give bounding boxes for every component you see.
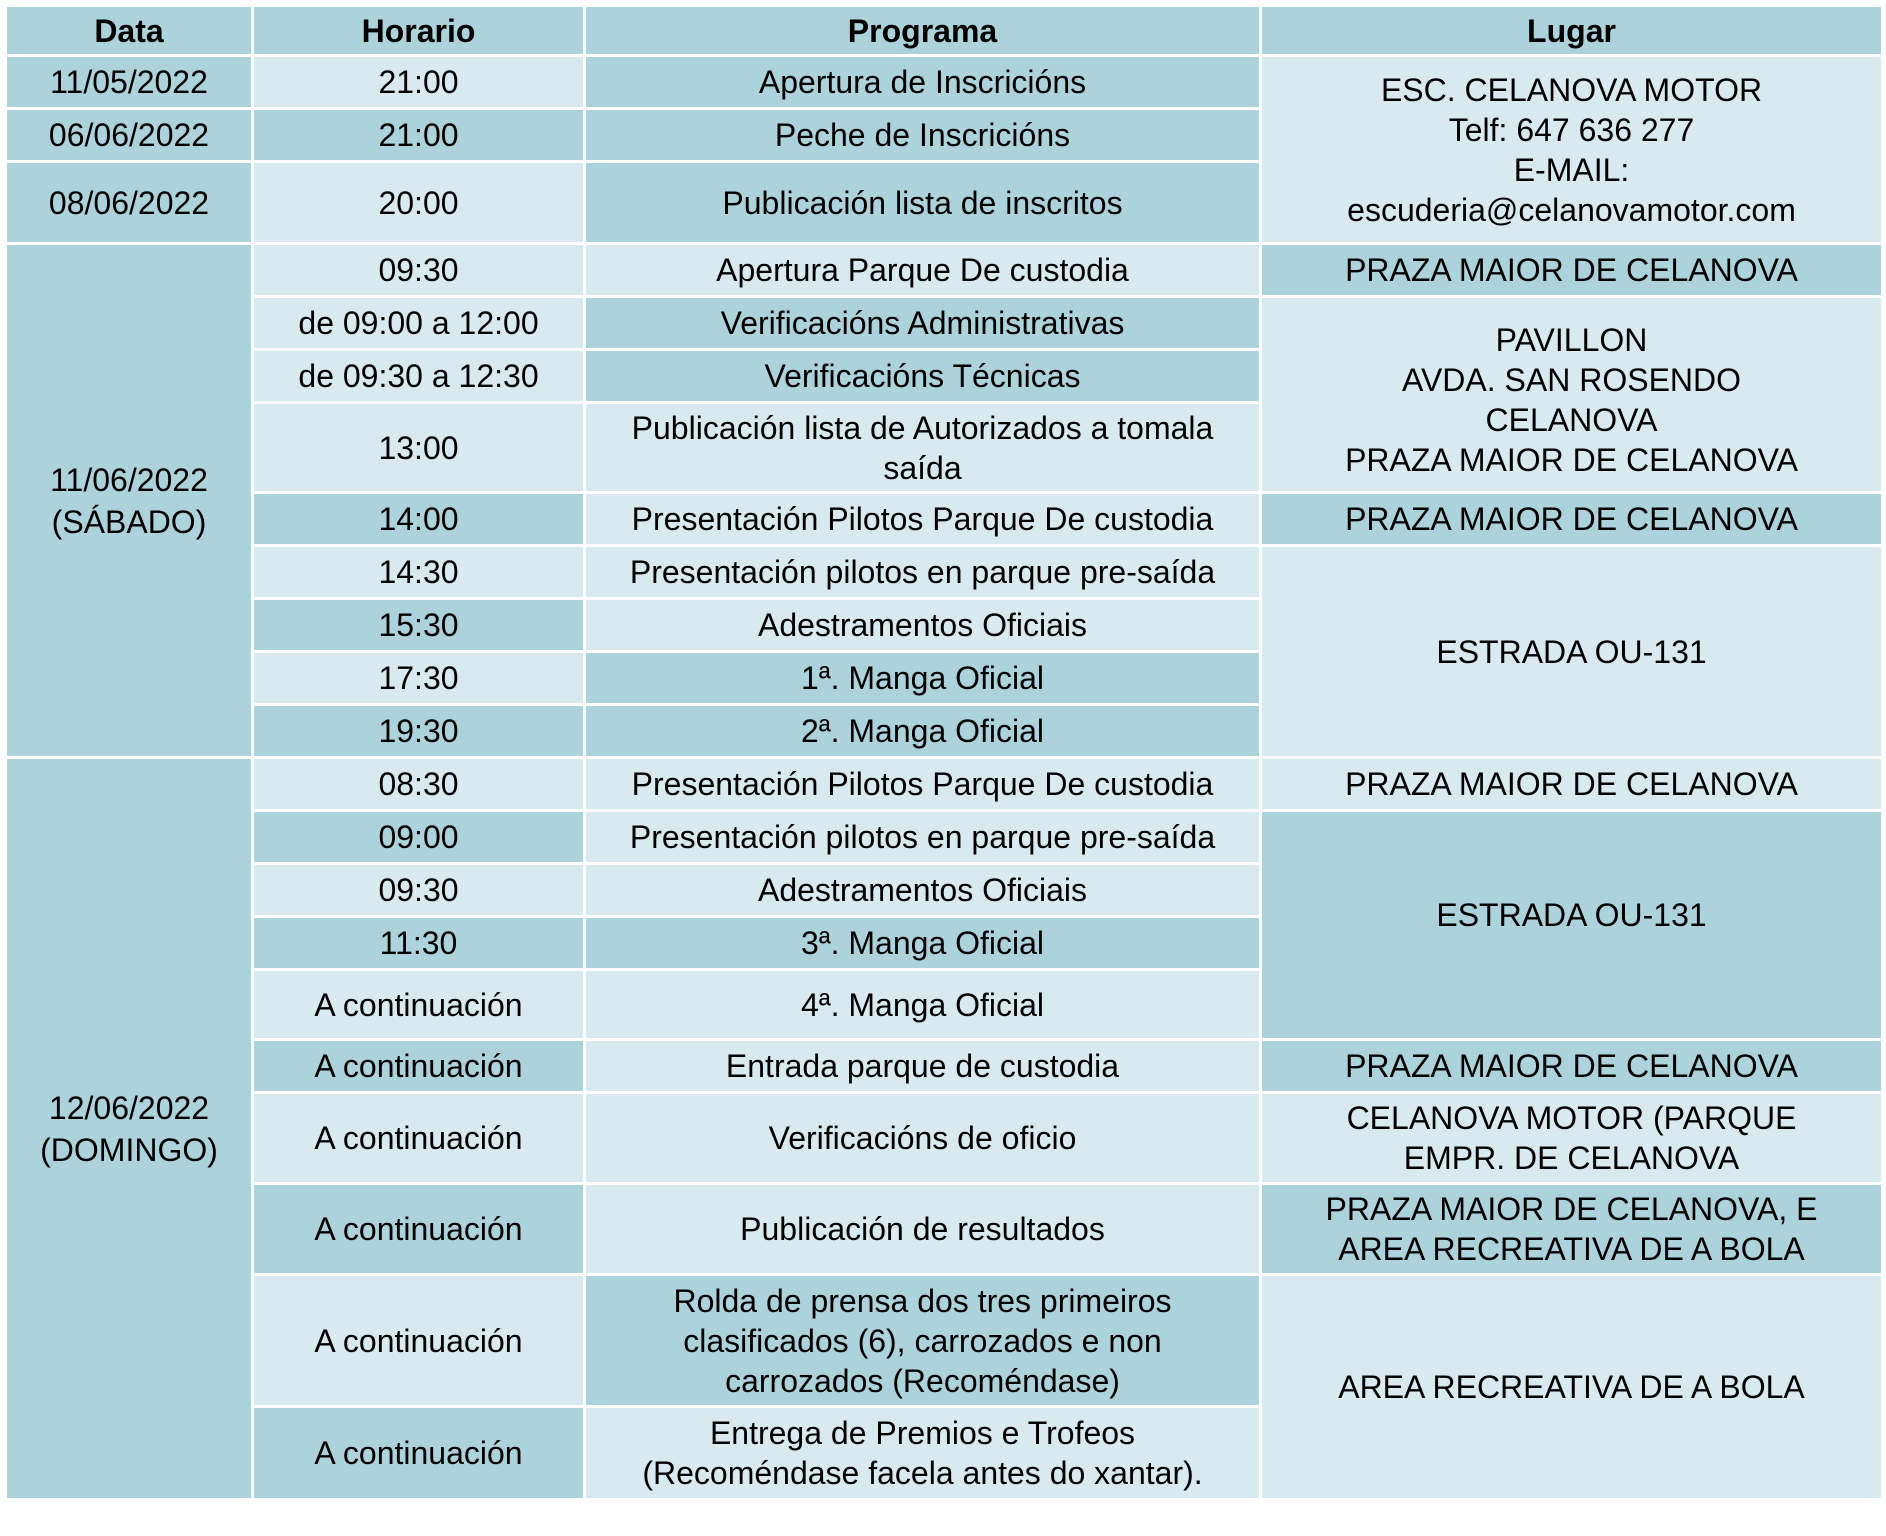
- program-cell: Presentación Pilotos Parque De custodia: [586, 494, 1259, 544]
- date-line: 12/06/2022: [48, 1089, 210, 1126]
- program-cell: [586, 1408, 1259, 1498]
- place-cell: PRAZA MAIOR DE CELANOVA: [1262, 494, 1881, 544]
- program-cell: Adestramentos Oficiais: [586, 865, 1259, 915]
- date-cell: 11/05/2022: [7, 57, 251, 107]
- time-cell: 14:30: [254, 547, 583, 597]
- date-line: (DOMINGO): [40, 1131, 218, 1168]
- program-line: saída: [883, 449, 962, 486]
- place-cell: PRAZA MAIOR DE CELANOVA: [1262, 245, 1881, 295]
- place-line: AVDA. SAN ROSENDO: [1401, 361, 1742, 398]
- program-line: carrozados (Recoméndase): [725, 1362, 1120, 1399]
- date-cell-saturday: [7, 245, 251, 756]
- table-header-row: [7, 7, 1881, 54]
- program-cell: Presentación pilotos en parque pre-saída: [586, 547, 1259, 597]
- time-cell: 09:30: [254, 245, 583, 295]
- place-cell-estrada: ESTRADA OU-131: [1262, 547, 1881, 756]
- program-cell: Apertura de Inscricións: [586, 57, 1259, 107]
- time-cell: 19:30: [254, 706, 583, 756]
- table-row: [7, 1276, 1881, 1405]
- place-cell-area-bola: AREA RECREATIVA DE A BOLA: [1262, 1276, 1881, 1498]
- time-cell: 11:30: [254, 918, 583, 968]
- program-cell: 4ª. Manga Oficial: [586, 971, 1259, 1038]
- time-cell: 21:00: [254, 57, 583, 107]
- date-line: (SÁBADO): [51, 503, 207, 540]
- program-cell: Publicación lista de inscritos: [586, 163, 1259, 242]
- time-cell: A continuación: [254, 1276, 583, 1405]
- time-cell: A continuación: [254, 1408, 583, 1498]
- program-cell: Entrada parque de custodia: [586, 1041, 1259, 1091]
- program-line: Publicación lista de Autorizados a tomala: [631, 409, 1214, 446]
- header-data: Data: [7, 7, 251, 54]
- time-cell: 14:00: [254, 494, 583, 544]
- program-line: Entrega de Premios e Trofeos: [709, 1415, 1136, 1451]
- program-cell: Verificacións Administrativas: [586, 298, 1259, 348]
- place-cell-estrada: ESTRADA OU-131: [1262, 812, 1881, 1038]
- place-cell-pavillon: [1262, 298, 1881, 491]
- date-cell-sunday: [7, 759, 251, 1498]
- table-row: [7, 245, 1881, 295]
- time-cell: 09:00: [254, 812, 583, 862]
- table-row: [7, 759, 1881, 809]
- date-cell: 06/06/2022: [7, 110, 251, 160]
- program-cell: Presentación Pilotos Parque De custodia: [586, 759, 1259, 809]
- date-cell: 08/06/2022: [7, 163, 251, 242]
- program-cell: [586, 1276, 1259, 1405]
- time-cell: A continuación: [254, 1041, 583, 1091]
- program-cell: 2ª. Manga Oficial: [586, 706, 1259, 756]
- table-row: [7, 1094, 1881, 1182]
- program-cell: Adestramentos Oficiais: [586, 600, 1259, 650]
- date-line: 11/06/2022: [50, 461, 208, 498]
- place-cell: PRAZA MAIOR DE CELANOVA: [1262, 759, 1881, 809]
- header-lugar: Lugar: [1262, 7, 1881, 54]
- place-line: PRAZA MAIOR DE CELANOVA: [1345, 441, 1798, 478]
- program-cell: 3ª. Manga Oficial: [586, 918, 1259, 968]
- table-row: [7, 1185, 1881, 1273]
- table-row: [7, 812, 1881, 862]
- program-cell: 1ª. Manga Oficial: [586, 653, 1259, 703]
- place-cell-contact: [1262, 57, 1881, 242]
- program-cell: Apertura Parque De custodia: [586, 245, 1259, 295]
- program-line: (Recoméndase facela antes do xantar).: [642, 1455, 1203, 1491]
- program-cell: Presentación pilotos en parque pre-saída: [586, 812, 1259, 862]
- time-cell: 17:30: [254, 653, 583, 703]
- table-row: [7, 57, 1881, 107]
- place-line: escuderia@celanovamotor.com: [1347, 191, 1796, 228]
- time-cell: 09:30: [254, 865, 583, 915]
- program-cell: Verificacións de oficio: [586, 1094, 1259, 1182]
- program-cell: Verificacións Técnicas: [586, 351, 1259, 401]
- program-line: Rolda de prensa dos tres primeiros: [673, 1282, 1172, 1319]
- place-line: ESC. CELANOVA MOTOR: [1380, 71, 1763, 108]
- time-cell: 08:30: [254, 759, 583, 809]
- place-line: AREA RECREATIVA DE A BOLA: [1338, 1231, 1805, 1267]
- program-line: clasificados (6), carrozados e non: [683, 1322, 1162, 1359]
- header-programa: Programa: [586, 7, 1259, 54]
- time-cell: A continuación: [254, 1185, 583, 1273]
- time-cell: A continuación: [254, 971, 583, 1038]
- time-cell: de 09:00 a 12:00: [254, 298, 583, 348]
- place-cell: PRAZA MAIOR DE CELANOVA: [1262, 1041, 1881, 1091]
- place-line: Telf: 647 636 277: [1448, 111, 1695, 148]
- program-cell: [586, 404, 1259, 491]
- program-cell: Peche de Inscricións: [586, 110, 1259, 160]
- place-line: E-MAIL:: [1513, 151, 1630, 188]
- place-line: PAVILLON: [1495, 321, 1648, 358]
- time-cell: de 09:30 a 12:30: [254, 351, 583, 401]
- place-line: PRAZA MAIOR DE CELANOVA, E: [1325, 1191, 1818, 1227]
- time-cell: 15:30: [254, 600, 583, 650]
- table-row: [7, 298, 1881, 348]
- header-horario: Horario: [254, 7, 583, 54]
- time-cell: 21:00: [254, 110, 583, 160]
- time-cell: A continuación: [254, 1094, 583, 1182]
- table-row: [7, 547, 1881, 597]
- table-row: [7, 494, 1881, 544]
- place-line: CELANOVA: [1485, 401, 1658, 438]
- place-cell-celanova-motor: [1262, 1094, 1881, 1182]
- place-line: CELANOVA MOTOR (PARQUE: [1346, 1100, 1797, 1136]
- place-line: EMPR. DE CELANOVA: [1403, 1140, 1740, 1176]
- program-cell: Publicación de resultados: [586, 1185, 1259, 1273]
- rally-schedule-table: [4, 4, 1884, 1501]
- time-cell: 20:00: [254, 163, 583, 242]
- place-cell-praza-area: [1262, 1185, 1881, 1273]
- time-cell: 13:00: [254, 404, 583, 491]
- table-row: [7, 1041, 1881, 1091]
